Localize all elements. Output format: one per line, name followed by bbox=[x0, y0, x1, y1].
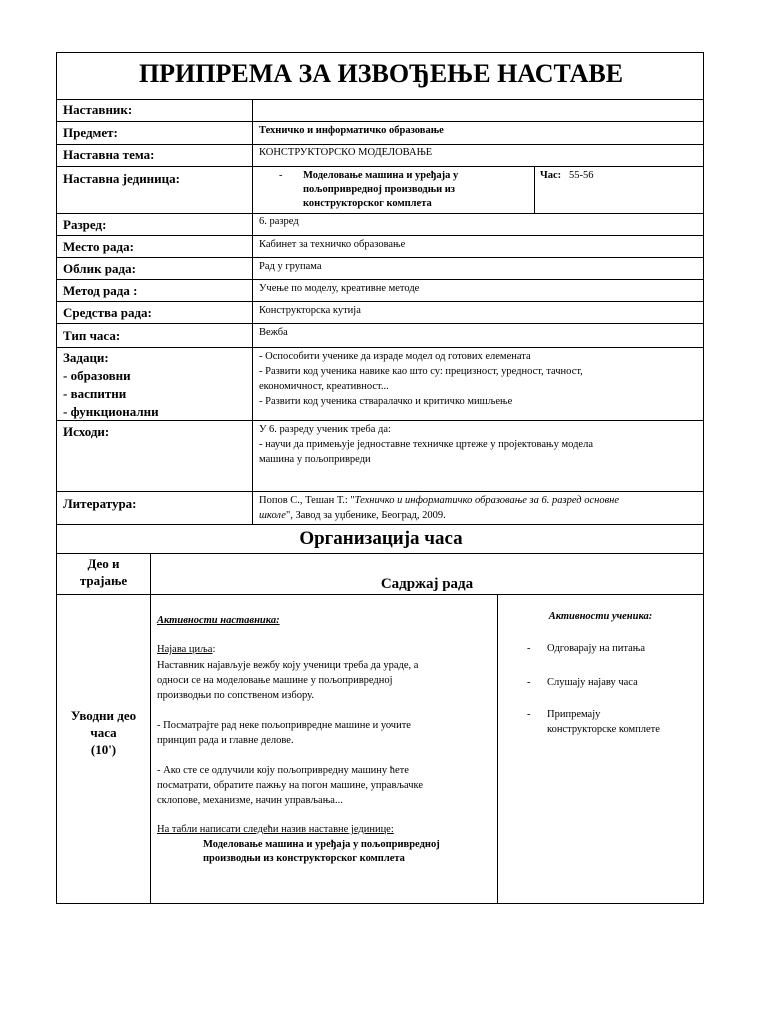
divider bbox=[57, 144, 703, 145]
student-item-text: Припремају bbox=[547, 709, 601, 720]
student-item-text-line-2: конструкторске комплете bbox=[547, 724, 660, 735]
tasks-functional-label: - функционални bbox=[63, 404, 159, 419]
intro-paragraph-3-line-1: - Ако сте се одлучили коју пољопривредну машину ћете bbox=[157, 765, 409, 776]
divider bbox=[57, 257, 703, 258]
intro-paragraph-1-line-2: односи се на моделовање машине у пољопривредној bbox=[157, 675, 393, 686]
literature-line-2 bbox=[259, 509, 446, 523]
intro-paragraph-1-line-3: производњи по сопственом избору. bbox=[157, 690, 314, 701]
divider bbox=[497, 594, 498, 903]
intro-paragraph-3-line-3: склопове, механизме, начин управљања... bbox=[157, 795, 343, 806]
intro-name-line-2: часа bbox=[90, 725, 117, 740]
divider bbox=[57, 121, 703, 122]
intro-duration: (10') bbox=[90, 742, 117, 757]
literature-label: Литература: bbox=[63, 496, 137, 511]
divider bbox=[150, 553, 151, 903]
divider bbox=[57, 420, 703, 421]
hour-value: 55-56 bbox=[569, 170, 594, 181]
literature-book-title: Техничко и информатичко образовање за 6. разред основне bbox=[354, 495, 620, 506]
board-title-line-1: Моделовање машина и уређаја у пољопривредној bbox=[203, 839, 440, 850]
unit-dash: - bbox=[279, 170, 283, 181]
student-activity-title: Активности ученика: bbox=[548, 611, 653, 622]
literature-publisher: ", Завод за уџбенике, Београд, 2009. bbox=[285, 510, 446, 521]
method-label: Метод рада : bbox=[63, 283, 138, 298]
unit-line-3: конструкторског комплета bbox=[303, 198, 432, 209]
student-item bbox=[527, 642, 697, 658]
student-item-dash: - bbox=[527, 709, 531, 720]
place-label: Место рада: bbox=[63, 239, 134, 254]
subject-label: Предмет: bbox=[63, 125, 118, 140]
form-label: Облик рада: bbox=[63, 261, 136, 276]
tasks-upbringing-label: - васпитни bbox=[63, 386, 127, 401]
form-value: Рад у групама bbox=[259, 261, 322, 272]
divider bbox=[57, 491, 703, 492]
goal-colon: : bbox=[212, 644, 216, 655]
divider bbox=[57, 279, 703, 280]
outcomes-line-2: - научи да примењује једноставне техничке цртеже у пројектовању модела bbox=[259, 439, 593, 450]
subject-value: Техничко и информатичко образовање bbox=[259, 125, 444, 136]
divider bbox=[252, 99, 253, 524]
divider bbox=[57, 166, 703, 167]
literature-book-title-end: школе bbox=[259, 510, 286, 521]
goal-announcement bbox=[157, 643, 215, 657]
intro-paragraph-3-line-2: посматрати, обратите пажњу на погон машине, управљачке bbox=[157, 780, 424, 791]
tasks-line-3: економичност, креативност... bbox=[259, 381, 389, 392]
outcomes-line-1: У 6. разреду ученик треба да: bbox=[259, 424, 391, 435]
board-title-line-2: производњи из конструкторског комплета bbox=[203, 853, 405, 864]
goal-label: Најава циља bbox=[157, 644, 213, 655]
intro-paragraph-1-line-1: Наставник најављује вежбу коју ученици треба да ураде, а bbox=[157, 660, 419, 671]
tasks-educational-label: - образовни bbox=[63, 368, 131, 383]
place-value: Кабинет за техничко образовање bbox=[259, 239, 406, 250]
intro-name-line-1: Уводни део bbox=[70, 708, 137, 723]
intro-paragraph-2-line-2: принцип рада и главне делове. bbox=[157, 735, 294, 746]
divider bbox=[57, 213, 703, 214]
literature-line-1 bbox=[259, 494, 619, 508]
unit-line-2: пољопривредној производњи из bbox=[303, 184, 456, 195]
content-header: Садржај рада bbox=[380, 576, 474, 592]
grade-value: 6. разред bbox=[259, 216, 299, 227]
tasks-label: Задаци: bbox=[63, 350, 109, 365]
unit-label: Наставна јединица: bbox=[63, 171, 180, 186]
divider bbox=[57, 524, 703, 525]
means-value: Конструкторска кутија bbox=[259, 305, 361, 316]
board-note: На табли написати следећи назив наставне јединице: bbox=[157, 824, 394, 835]
part-header-line-2: трајање bbox=[79, 573, 128, 588]
divider bbox=[57, 99, 703, 100]
divider bbox=[57, 301, 703, 302]
student-item-text: Одговарају на питања bbox=[547, 643, 646, 654]
tasks-line-1: - Оспособити ученике да израде модел од готових елемената bbox=[259, 351, 531, 362]
intro-part-name bbox=[57, 707, 150, 758]
divider bbox=[57, 594, 703, 595]
divider bbox=[57, 323, 703, 324]
student-item bbox=[527, 676, 697, 692]
outcomes-label: Исходи: bbox=[63, 424, 110, 439]
method-value: Учење по моделу, креативне методе bbox=[259, 283, 420, 294]
part-duration-header bbox=[57, 555, 150, 589]
unit-line-1: Моделовање машина и уређаја у bbox=[303, 170, 459, 181]
student-item bbox=[527, 708, 697, 740]
tasks-line-4: - Развити код ученика стваралачко и критичко мишљење bbox=[259, 396, 513, 407]
grade-label: Разред: bbox=[63, 217, 107, 232]
lesson-plan-sheet bbox=[56, 52, 704, 904]
intro-paragraph-2-line-1: - Посматрајте рад неке пољопривредне машине и уочите bbox=[157, 720, 411, 731]
outcomes-line-3: машина у пољопривреди bbox=[259, 454, 371, 465]
teacher-activity-title: Активности наставника: bbox=[157, 615, 280, 626]
student-item-dash: - bbox=[527, 643, 531, 654]
organization-heading: Организација часа bbox=[299, 528, 463, 549]
divider bbox=[57, 347, 703, 348]
divider bbox=[57, 553, 703, 554]
student-item-text: Слушају најаву часа bbox=[547, 677, 638, 688]
means-label: Средства рада: bbox=[63, 305, 152, 320]
student-item-dash: - bbox=[527, 677, 531, 688]
theme-value: КОНСТРУКТОРСКО МОДЕЛОВАЊЕ bbox=[259, 147, 433, 158]
theme-label: Наставна тема: bbox=[63, 147, 155, 162]
divider bbox=[57, 235, 703, 236]
tasks-line-2: - Развити код ученика навике као што су: прецизност, уредност, тачност, bbox=[259, 366, 583, 377]
lesson-type-label: Тип часа: bbox=[63, 328, 121, 343]
document-title: ПРИПРЕМА ЗА ИЗВОЂЕЊЕ НАСТАВЕ bbox=[138, 59, 624, 88]
lesson-type-value: Вежба bbox=[259, 327, 288, 338]
literature-authors: Попов С., Тешан Т.: " bbox=[259, 495, 355, 506]
divider bbox=[534, 166, 535, 213]
part-header-line-1: Део и bbox=[87, 556, 120, 571]
teacher-label: Наставник: bbox=[63, 102, 133, 117]
hour-label: Час: bbox=[540, 170, 562, 181]
